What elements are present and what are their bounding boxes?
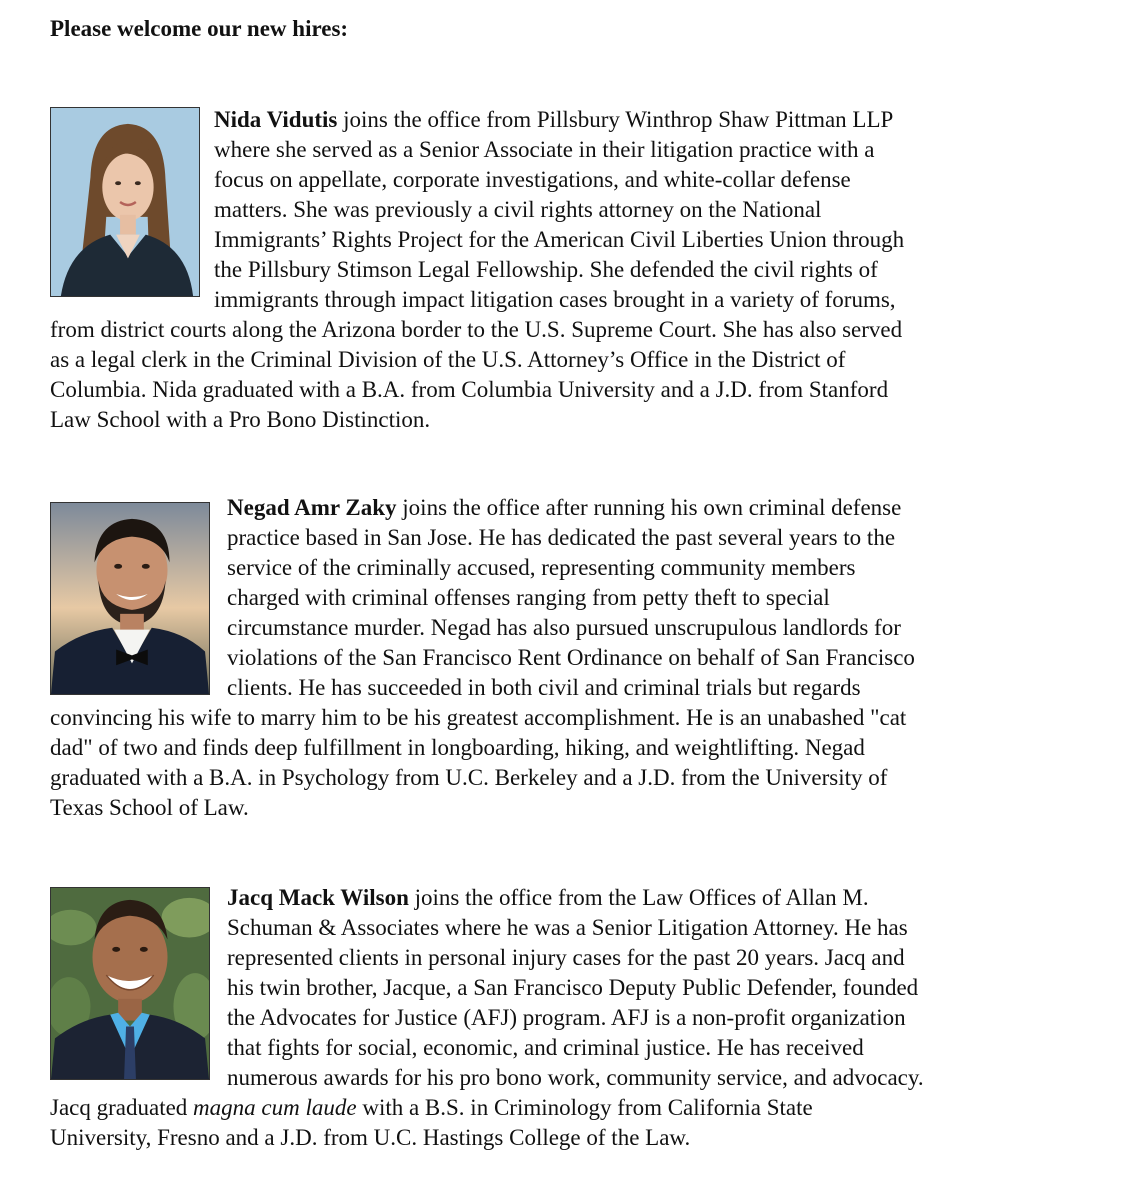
bio-line: dad" of two and finds deep fulfillment in longboarding, hiking, and weightlifting. Negad xyxy=(50,735,865,760)
bio-line: violations of the San Francisco Rent Ordinance on behalf of San Francisco xyxy=(227,645,915,670)
bio-line: the Pillsbury Stimson Legal Fellowship. She defended the civil rights of xyxy=(214,257,878,282)
bio-line: where she served as a Senior Associate in their litigation practice with a xyxy=(214,137,875,162)
portrait-illustration xyxy=(51,888,209,1079)
bio-line: service of the criminally accused, representing community members xyxy=(227,555,856,580)
bio-line: Immigrants’ Rights Project for the American Civil Liberties Union through xyxy=(214,227,905,252)
bio-line: Columbia. Nida graduated with a B.A. from Columbia University and a J.D. from Stanford xyxy=(50,377,889,402)
emphasis-text: magna cum laude xyxy=(193,1095,357,1120)
hire-bio-nida-vidutis xyxy=(50,105,1040,435)
headshot-photo xyxy=(50,502,210,695)
hire-bio-jacq-mack-wilson xyxy=(50,883,1040,1153)
hire-bio-negad-amr-zaky xyxy=(50,493,1040,823)
bio-line: joins the office from the Law Offices of Allan M. xyxy=(408,885,869,910)
headshot-photo xyxy=(50,887,210,1080)
bio-line: numerous awards for his pro bono work, community service, and advocacy. xyxy=(227,1065,924,1090)
portrait-illustration xyxy=(51,503,209,694)
bio-line: his twin brother, Jacque, a San Francisco Deputy Public Defender, founded xyxy=(227,975,919,1000)
bio-line: convincing his wife to marry him to be his greatest accomplishment. He is an unabashed "cat xyxy=(50,705,907,730)
hire-name: Nida Vidutis xyxy=(214,107,338,132)
bio-line: practice based in San Jose. He has dedicated the past several years to the xyxy=(227,525,896,550)
bio-line: immigrants through impact litigation cases brought in a variety of forums, xyxy=(214,287,896,312)
bio-line: clients. He has succeeded in both civil and criminal trials but regards xyxy=(227,675,861,700)
bio-line: represented clients in personal injury cases for the past 20 years. Jacq and xyxy=(227,945,905,970)
bio-line: Schuman & Associates where he was a Senior Litigation Attorney. He has xyxy=(227,915,908,940)
bio-line: Law School with a Pro Bono Distinction. xyxy=(50,407,431,432)
bio-line: focus on appellate, corporate investigations, and white-collar defense xyxy=(214,167,851,192)
bio-line: that fights for social, economic, and criminal justice. He has received xyxy=(227,1035,864,1060)
bio-line: joins the office from Pillsbury Winthrop Shaw Pittman LLP xyxy=(337,107,894,132)
bio-line: joins the office after running his own criminal defense xyxy=(396,495,902,520)
bio-text: Jacq graduated xyxy=(50,1095,194,1120)
bio-line: from district courts along the Arizona border to the U.S. Supreme Court. She has also served xyxy=(50,317,903,342)
bio-line: circumstance murder. Negad has also pursued unscrupulous landlords for xyxy=(227,615,901,640)
portrait-illustration xyxy=(51,108,199,296)
bio-line: University, Fresno and a J.D. from U.C. Hastings College of the Law. xyxy=(50,1125,691,1150)
bio-line: Texas School of Law. xyxy=(50,795,249,820)
headshot-photo xyxy=(50,107,200,297)
bio-line: the Advocates for Justice (AFJ) program. AFJ is a non-profit organization xyxy=(227,1005,906,1030)
bio-text: with a B.S. in Criminology from California State xyxy=(356,1095,813,1120)
bio-line: charged with criminal offenses ranging from petty theft to special xyxy=(227,585,830,610)
hire-name: Jacq Mack Wilson xyxy=(227,885,409,910)
bio-line: matters. She was previously a civil rights attorney on the National xyxy=(214,197,822,222)
page-heading: Please welcome our new hires: xyxy=(50,16,349,41)
bio-line: graduated with a B.A. in Psychology from U.C. Berkeley and a J.D. from the University of xyxy=(50,765,888,790)
bio-line-with-emphasis xyxy=(50,1093,1040,1123)
hire-name: Negad Amr Zaky xyxy=(227,495,397,520)
bio-line: as a legal clerk in the Criminal Division of the U.S. Attorney’s Office in the District of xyxy=(50,347,846,372)
